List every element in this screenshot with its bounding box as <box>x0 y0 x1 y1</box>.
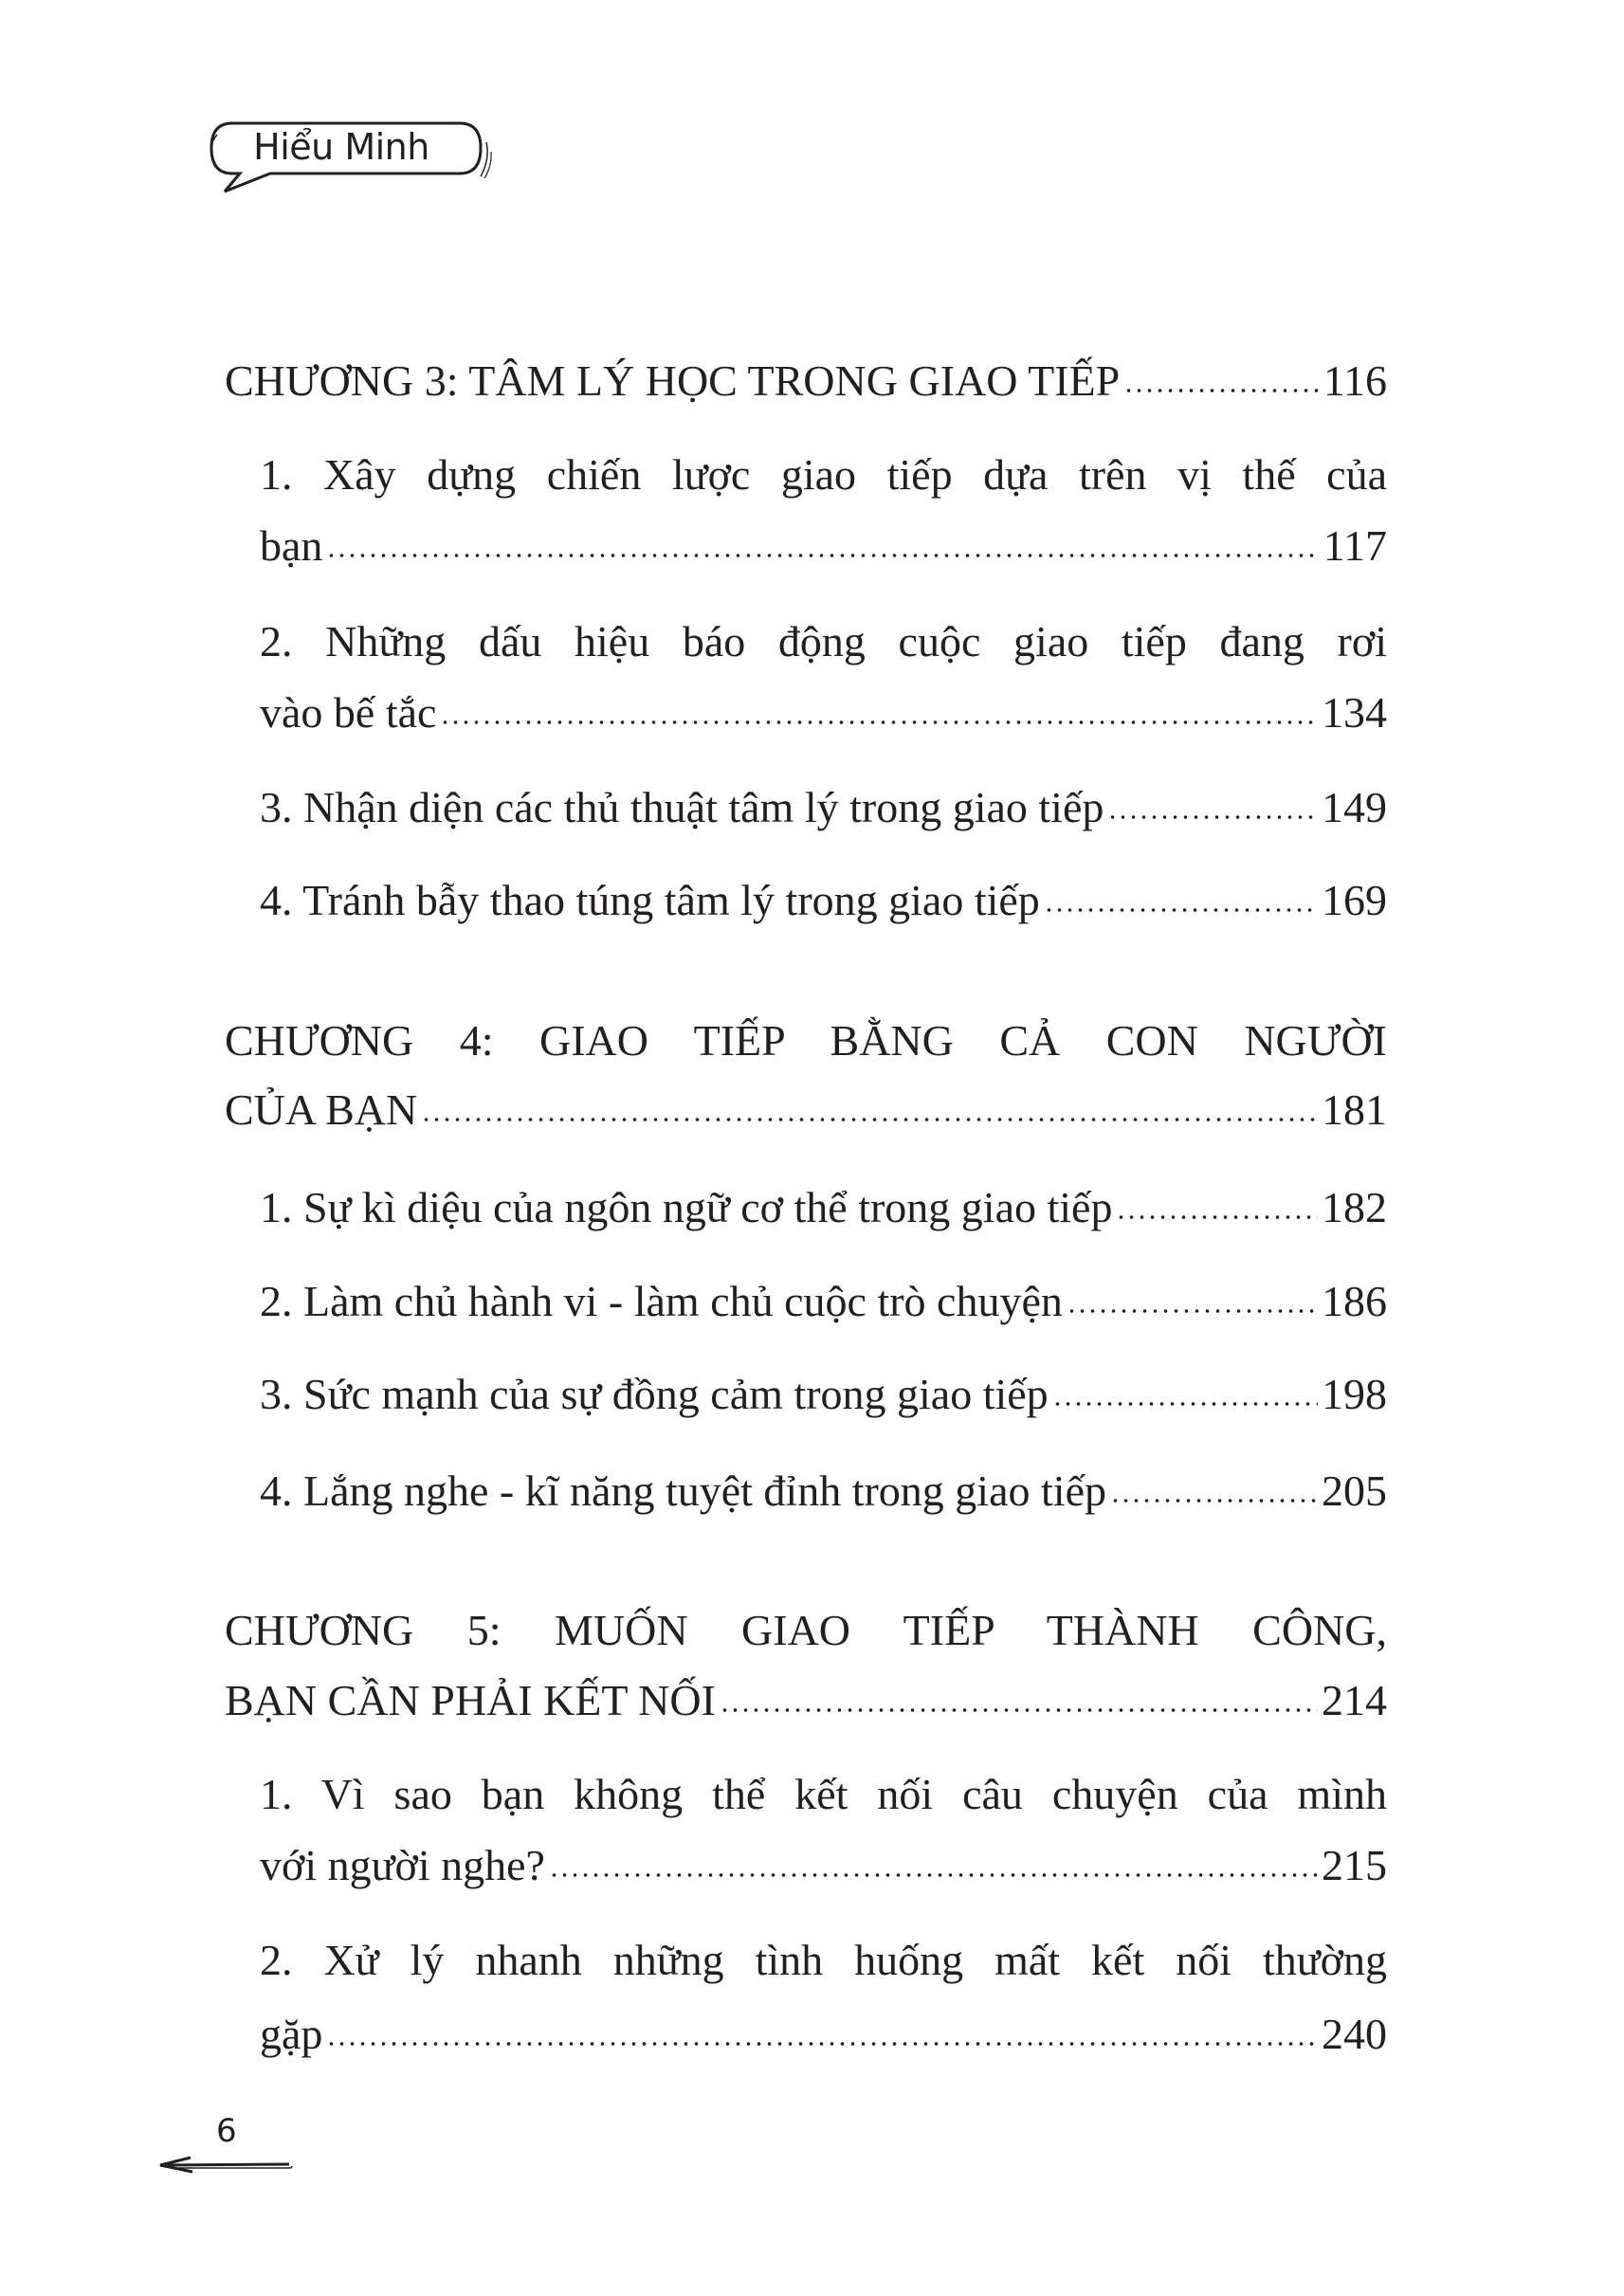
dot-leader <box>1052 1399 1318 1409</box>
toc-section-entry[interactable] <box>260 518 1387 574</box>
entry-title: 4. Lắng nghe - kĩ năng tuyệt đỉnh trong giao tiếp <box>260 1467 1106 1515</box>
toc-section-entry[interactable] <box>260 779 1387 836</box>
entry-title: gặp <box>260 2010 323 2058</box>
chapter-title-line: CHƯƠNG 4: GIAO TIẾP BẰNG CẢ CON NGƯỜI <box>225 1016 1387 1065</box>
toc-section-entry[interactable] <box>260 684 1387 741</box>
dot-leader <box>1107 812 1318 822</box>
entry-title: bạn <box>260 521 323 570</box>
entry-title: CHƯƠNG 3: TÂM LÝ HỌC TRONG GIAO TIẾP <box>225 356 1121 405</box>
toc-section-entry[interactable] <box>260 1179 1387 1236</box>
chapter-title-line: CHƯƠNG 5: MUỐN GIAO TIẾP THÀNH CÔNG, <box>225 1606 1387 1654</box>
entry-title: 1. Sự kì diệu của ngôn ngữ cơ thể trong giao tiếp <box>260 1183 1113 1231</box>
item-title-line: 1. Xây dựng chiến lược giao tiếp dựa trên vị thế của <box>260 450 1387 499</box>
dot-leader <box>1123 386 1319 395</box>
entry-page-number: 214 <box>1322 1676 1387 1724</box>
dot-leader <box>1067 1306 1318 1316</box>
toc-section-entry[interactable] <box>260 2006 1387 2063</box>
item-title-line: 2. Xử lý nhanh những tình huống mất kết nối thường <box>260 1936 1387 1984</box>
toc-section-entry[interactable] <box>260 1273 1387 1330</box>
entry-title: 4. Tránh bẫy thao túng tâm lý trong giao tiếp <box>260 876 1040 924</box>
author-speech-bubble <box>204 114 498 228</box>
dot-leader <box>440 718 1318 727</box>
dot-leader <box>549 1870 1318 1880</box>
toc-section-entry[interactable] <box>260 1837 1387 1894</box>
toc-section-entry[interactable] <box>260 1463 1387 1520</box>
page-number: 6 <box>216 2112 237 2150</box>
dot-leader <box>720 1705 1318 1715</box>
entry-page-number: 182 <box>1322 1183 1387 1231</box>
dot-leader <box>1110 1496 1318 1505</box>
entry-title: vào bế tắc <box>260 688 437 737</box>
dot-leader <box>326 2039 1318 2049</box>
dot-leader <box>1044 905 1318 915</box>
entry-page-number: 117 <box>1323 521 1387 570</box>
toc-section-entry[interactable] <box>260 1366 1387 1423</box>
dot-leader <box>1116 1212 1318 1222</box>
entry-page-number: 116 <box>1323 356 1387 405</box>
author-name: Hiểu Minh <box>253 126 429 168</box>
toc-chapter-entry[interactable] <box>225 353 1387 410</box>
entry-title: 2. Làm chủ hành vi - làm chủ cuộc trò chuyện <box>260 1277 1063 1325</box>
entry-page-number: 134 <box>1322 688 1387 737</box>
left-arrow-icon <box>156 2152 299 2180</box>
item-title-line: 2. Những dấu hiệu báo động cuộc giao tiếp đang rơi <box>260 617 1387 665</box>
entry-title: với người nghe? <box>260 1841 545 1889</box>
dot-leader <box>421 1115 1318 1124</box>
toc-chapter-entry[interactable] <box>225 1082 1387 1139</box>
entry-page-number: 205 <box>1322 1467 1387 1515</box>
item-title-line: 1. Vì sao bạn không thể kết nối câu chuyện của mình <box>260 1770 1387 1818</box>
dot-leader <box>326 551 1319 560</box>
entry-title: 3. Nhận diện các thủ thuật tâm lý trong giao tiếp <box>260 783 1104 831</box>
entry-page-number: 186 <box>1322 1277 1387 1325</box>
entry-page-number: 181 <box>1322 1085 1387 1134</box>
entry-page-number: 240 <box>1322 2010 1387 2058</box>
entry-page-number: 169 <box>1322 876 1387 924</box>
toc-section-entry[interactable] <box>260 872 1387 929</box>
entry-page-number: 198 <box>1322 1370 1387 1418</box>
entry-title: BẠN CẦN PHẢI KẾT NỐI <box>225 1676 716 1724</box>
entry-page-number: 215 <box>1322 1841 1387 1889</box>
entry-title: 3. Sức mạnh của sự đồng cảm trong giao tiếp <box>260 1370 1049 1418</box>
toc-chapter-entry[interactable] <box>225 1672 1387 1729</box>
entry-page-number: 149 <box>1322 783 1387 831</box>
entry-title: CỦA BẠN <box>225 1085 418 1134</box>
